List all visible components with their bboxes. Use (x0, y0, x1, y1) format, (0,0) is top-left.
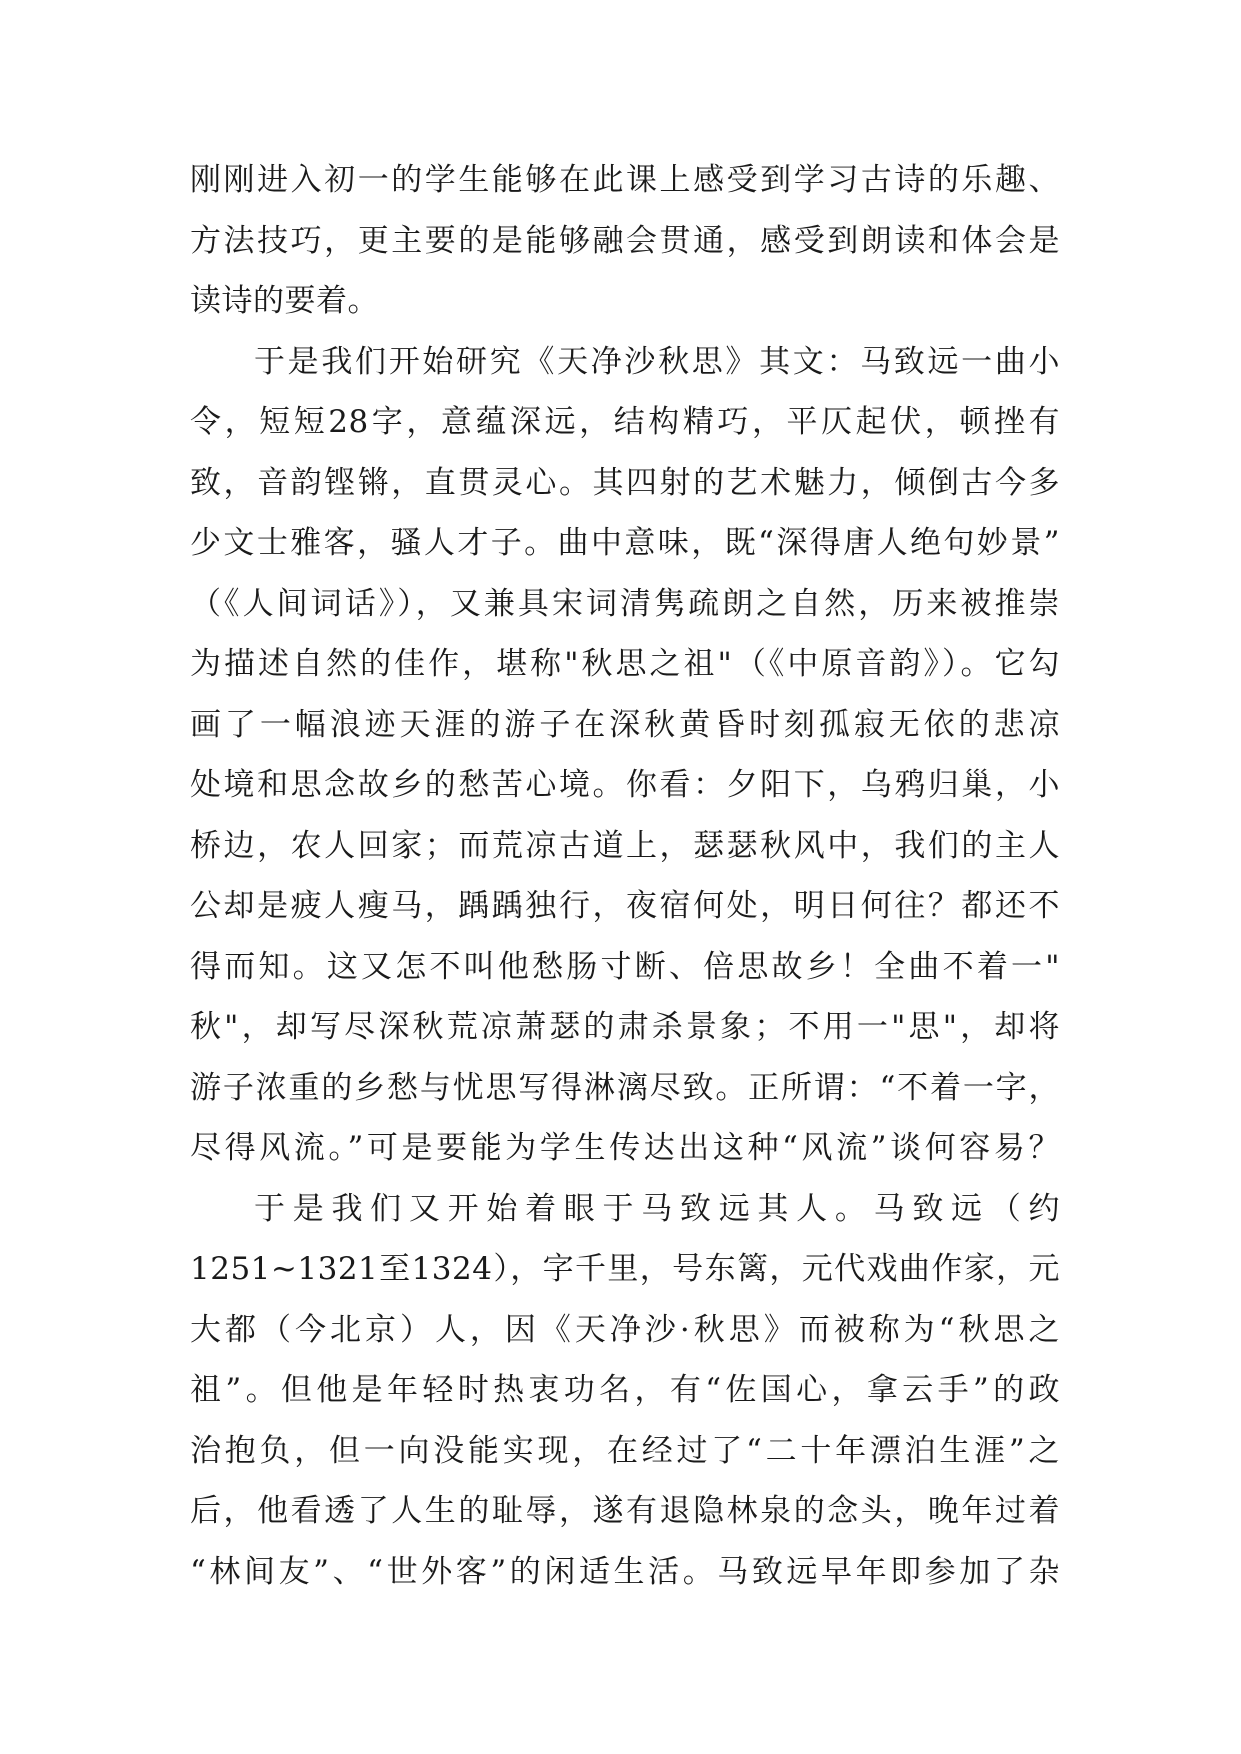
text-line: 致，音韵铿锵，直贯灵心。其四射的艺术魅力，倾倒古今多 (190, 464, 1060, 501)
text-line: 祖”。但他是年轻时热衷功名，有“佐国心，拿云手”的政 (190, 1372, 1060, 1408)
text-line: 尽得风流。”可是要能为学生传达出这种“风流”谈何容易？ (190, 1130, 1060, 1166)
text-line: 方法技巧，更主要的是能够融会贯通，感受到朗读和体会是 (190, 222, 1060, 259)
text-line: “林间友”、“世外客”的闲适生活。马致远早年即参加了杂 (190, 1553, 1060, 1590)
body-text (190, 150, 1060, 1602)
text-line: 少文士雅客，骚人才子。曲中意味，既“深得唐人绝句妙景” (190, 525, 1060, 561)
paragraph-first-line: 于是我们开始研究《天净沙秋思》其文：马致远一曲小 (254, 343, 1060, 380)
text-line: 公却是疲人瘦马，踽踽独行，夜宿何处，明日何往？都还不 (190, 888, 1060, 924)
text-line: 治抱负，但一向没能实现，在经过了“二十年漂泊生涯”之 (190, 1432, 1060, 1469)
text-line: 后，他看透了人生的耻辱，遂有退隐林泉的念头，晚年过着 (190, 1493, 1060, 1529)
text-line: 令，短短28字，意蕴深远，结构精巧，平仄起伏，顿挫有 (190, 404, 1060, 440)
text-line: 得而知。这又怎不叫他愁肠寸断、倍思故乡！全曲不着一" (190, 948, 1060, 985)
text-line: 画了一幅浪迹天涯的游子在深秋黄昏时刻孤寂无依的悲凉 (190, 706, 1060, 743)
paragraph-first-line: 于是我们又开始着眼于马致远其人。马致远（约 (254, 1190, 1060, 1227)
text-line: 处境和思念故乡的愁苦心境。你看：夕阳下，乌鸦归巢，小 (190, 767, 1060, 803)
text-line: 游子浓重的乡愁与忧思写得淋漓尽致。正所谓：“不着一字， (190, 1069, 1060, 1106)
text-line: 桥边，农人回家；而荒凉古道上，瑟瑟秋风中，我们的主人 (190, 827, 1060, 864)
text-line: 大都（今北京）人，因《天净沙·秋思》而被称为“秋思之 (190, 1311, 1060, 1348)
text-line: （《人间词话》），又兼具宋词清隽疏朗之自然，历来被推崇 (190, 585, 1060, 622)
text-line: 刚刚进入初一的学生能够在此课上感受到学习古诗的乐趣、 (190, 162, 1060, 198)
text-line: 为描述自然的佳作，堪称"秋思之祖"（《中原音韵》）。它勾 (190, 646, 1060, 682)
text-line: 秋"，却写尽深秋荒凉萧瑟的肃杀景象；不用一"思"，却将 (190, 1009, 1060, 1045)
text-line: 1251~1321至1324），字千里，号东篱，元代戏曲作家，元 (190, 1251, 1060, 1287)
text-line: 读诗的要着。 (190, 283, 379, 319)
